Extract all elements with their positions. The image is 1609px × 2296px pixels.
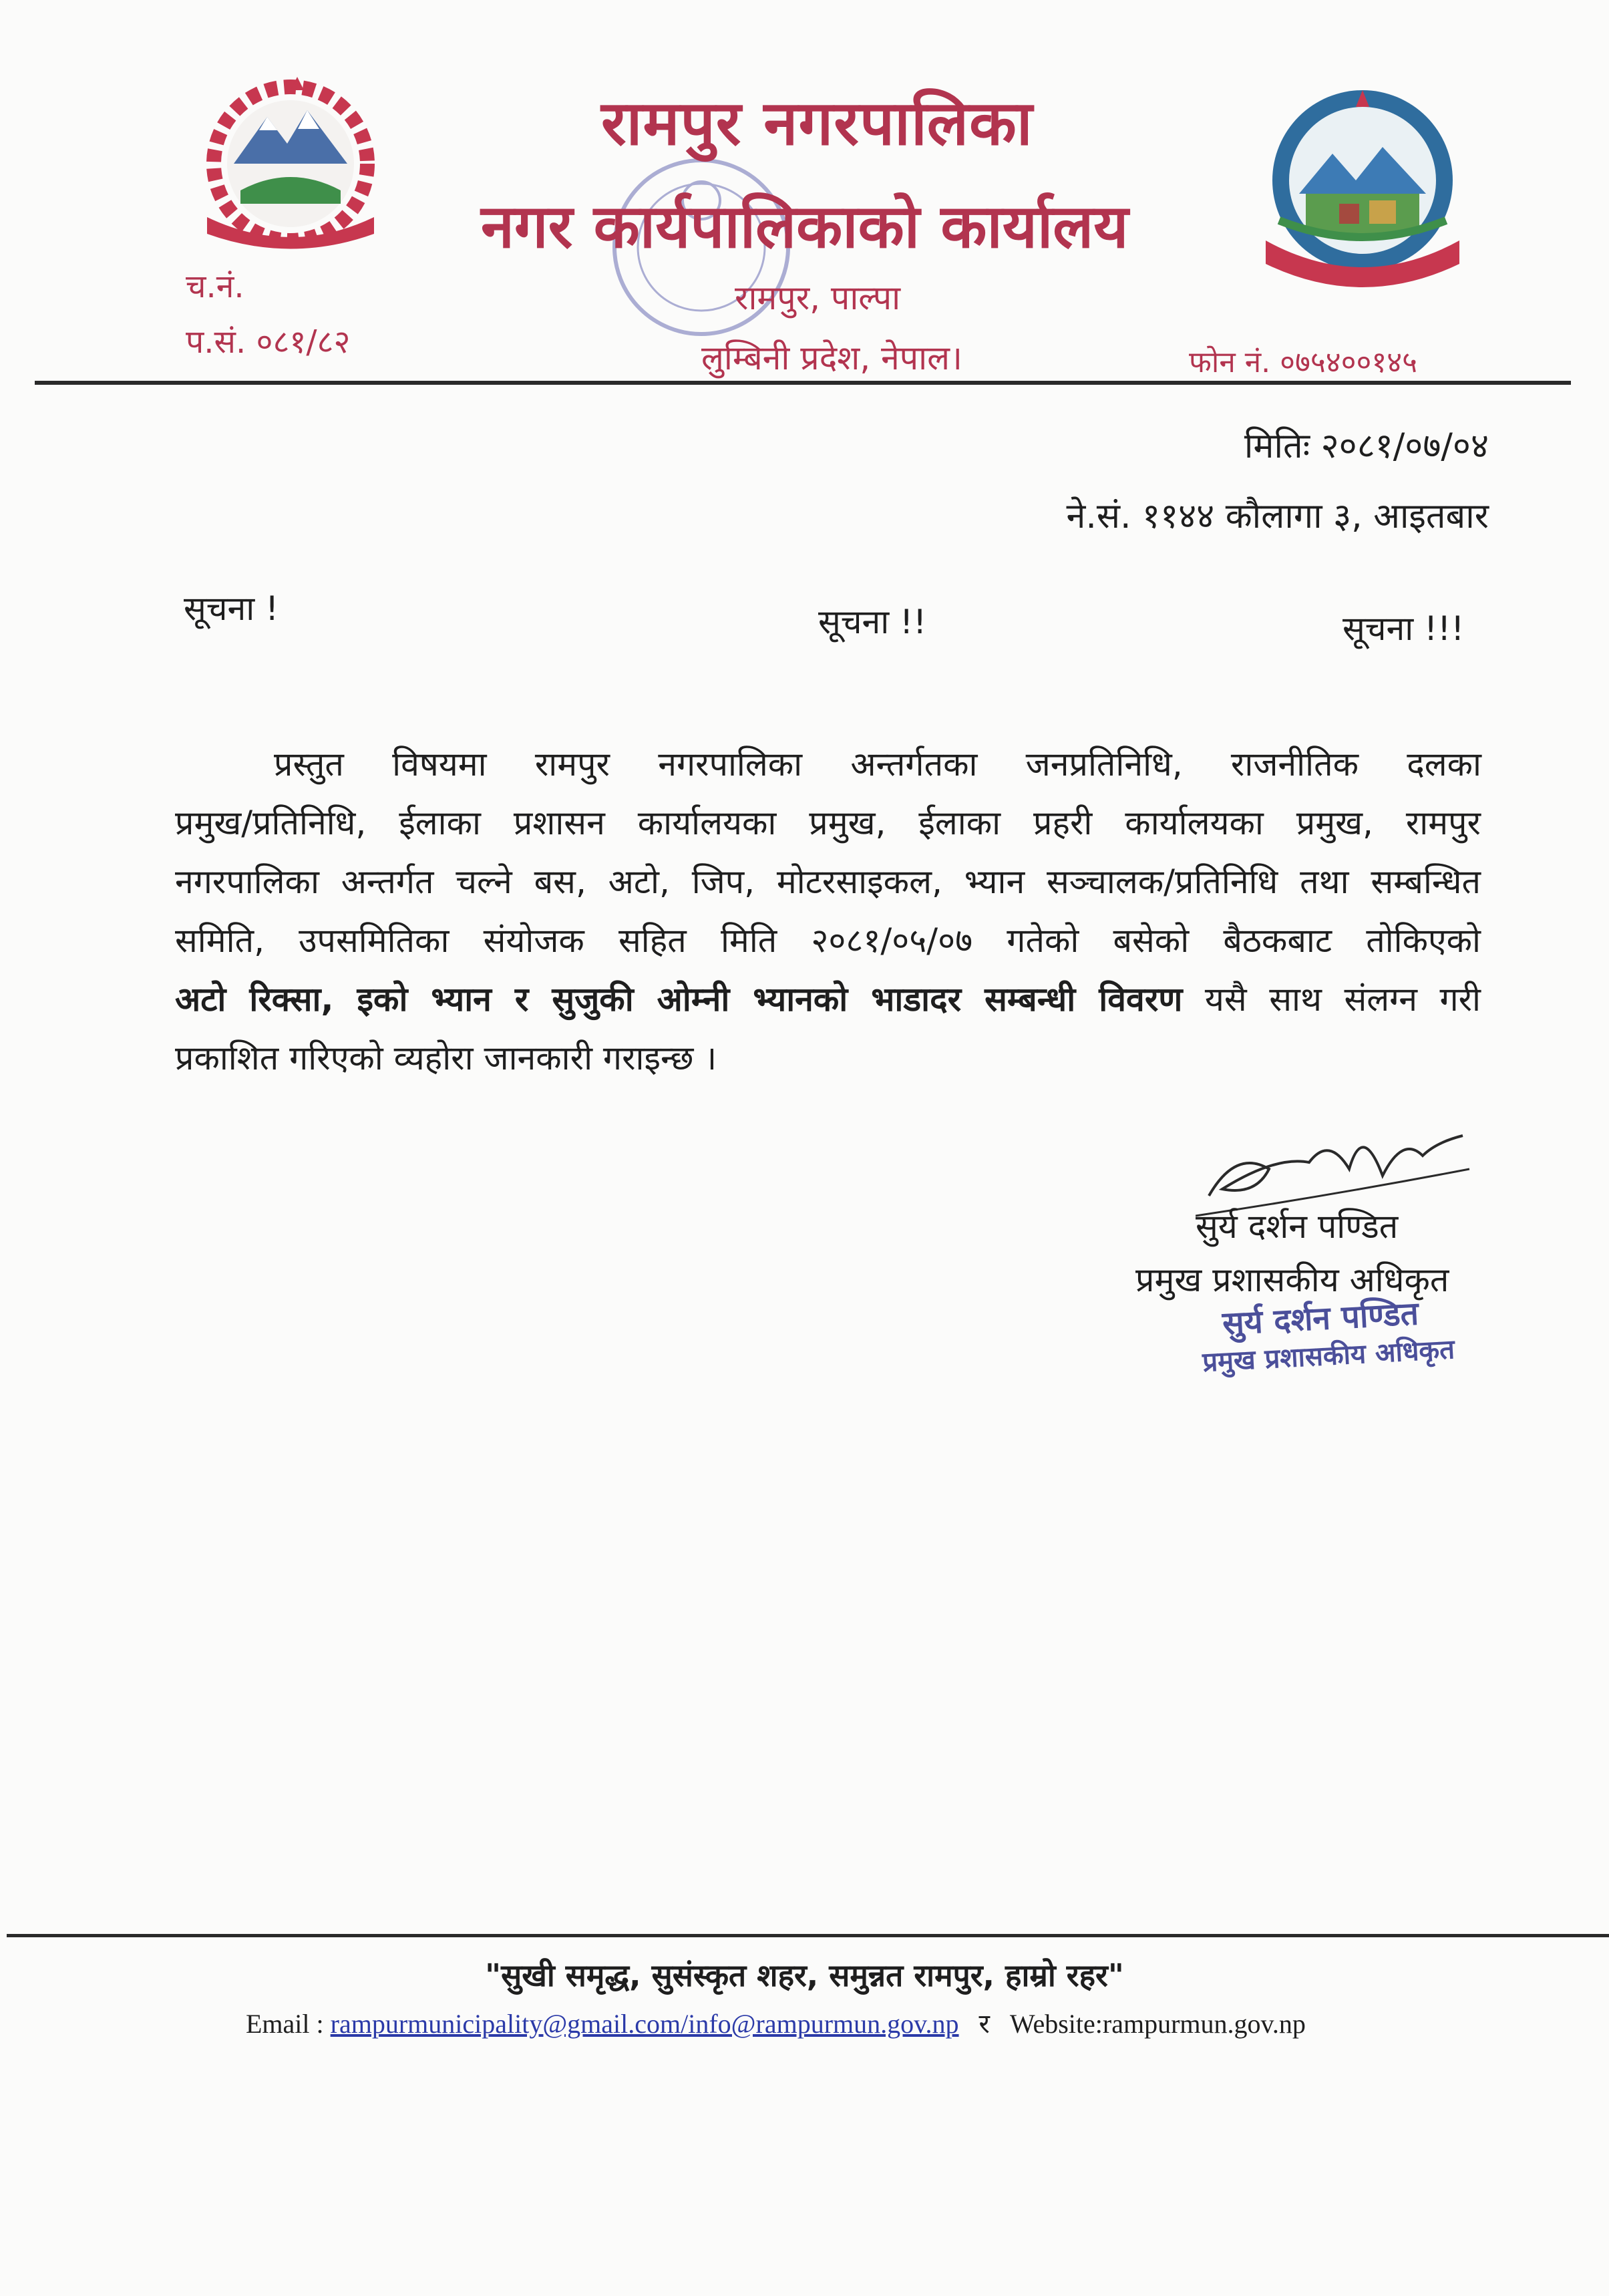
- notice-label-3: सूचना !!!: [1343, 609, 1465, 648]
- rampur-municipality-logo: [1239, 80, 1486, 314]
- stamp-signatory-name: सुर्य दर्शन पण्डित: [1221, 1295, 1420, 1343]
- body-line-6: प्रकाशित गरिएको व्यहोरा जानकारी गराइन्छ ।: [175, 1039, 717, 1078]
- body-line-2: प्रमुख/प्रतिनिधि, ईलाका प्रशासन कार्यालयका प्रमुख, ईलाका प्रहरी कार्यालयका प्रमुख, रामपुर: [175, 804, 1481, 842]
- letter-reference-number: प.सं. ०८१/८२: [186, 323, 351, 361]
- email-link[interactable]: rampurmunicipality@gmail.com/info@rampurmun.gov.np: [330, 2009, 959, 2039]
- date-nepal-sambat: ने.सं. ११४४ कौलागा ३, आइतबार: [1066, 496, 1489, 536]
- phone-number: फोन नं. ०७५४००१४५: [1189, 345, 1418, 379]
- notice-label-1: सूचना !: [184, 589, 279, 628]
- office-name: नगर कार्यपालिकाको कार्यालय: [481, 192, 1129, 262]
- contact-separator: र: [978, 2009, 990, 2039]
- body-line-5: [175, 970, 1481, 1029]
- email-label: Email :: [246, 2009, 331, 2039]
- header-divider: [35, 381, 1571, 385]
- address-line-2: लुम्बिनी प्रदेश, नेपाल।: [701, 339, 962, 377]
- dispatch-number: च.नं.: [186, 268, 244, 305]
- footer-contact: [246, 2004, 1306, 2041]
- date-bs: मितिः २०८१/०७/०४: [1244, 426, 1489, 466]
- stamp-signatory-title: प्रमुख प्रशासकीय अधिकृत: [1202, 1334, 1456, 1378]
- body-line-1: प्रस्तुत विषयमा रामपुर नगरपालिका अन्तर्गतका जनप्रतिनिधि, राजनीतिक दलका: [274, 745, 1481, 784]
- website-text: Website:rampurmun.gov.np: [1009, 2009, 1306, 2039]
- notice-label-2: सूचना !!: [818, 603, 927, 641]
- body-line-3: नगरपालिका अन्तर्गत चल्ने बस, अटो, जिप, मोटरसाइकल, भ्यान सञ्चालक/प्रतिनिधि तथा सम्बन्धित: [175, 862, 1481, 901]
- body-line-5-bold: अटो रिक्सा, इको भ्यान र सुजुकी ओम्नी भ्यानको भाडादर सम्बन्धी विवरण: [175, 980, 1183, 1019]
- footer-slogan: "सुखी समृद्ध, सुसंस्कृत शहर, समुन्नत रामपुर, हाम्रो रहर": [485, 1957, 1124, 1993]
- body-line-5-rest: यसै साथ संलग्न गरी: [1182, 980, 1481, 1019]
- nepal-emblem-logo: [180, 63, 401, 264]
- signatory-title: प्रमुख प्रशासकीय अधिकृत: [1135, 1261, 1449, 1299]
- signatory-name: सुर्य दर्शन पण्डित: [1196, 1207, 1399, 1246]
- address-line-1: रामपुर, पाल्पा: [735, 279, 901, 317]
- body-line-4: समिति, उपसमितिका संयोजक सहित मिति २०८१/०५/०७ गतेको बसेको बैठकबाट तोकिएको: [175, 921, 1481, 960]
- footer-divider: [7, 1934, 1609, 1937]
- municipality-name: रामपुर नगरपालिका: [601, 88, 1033, 159]
